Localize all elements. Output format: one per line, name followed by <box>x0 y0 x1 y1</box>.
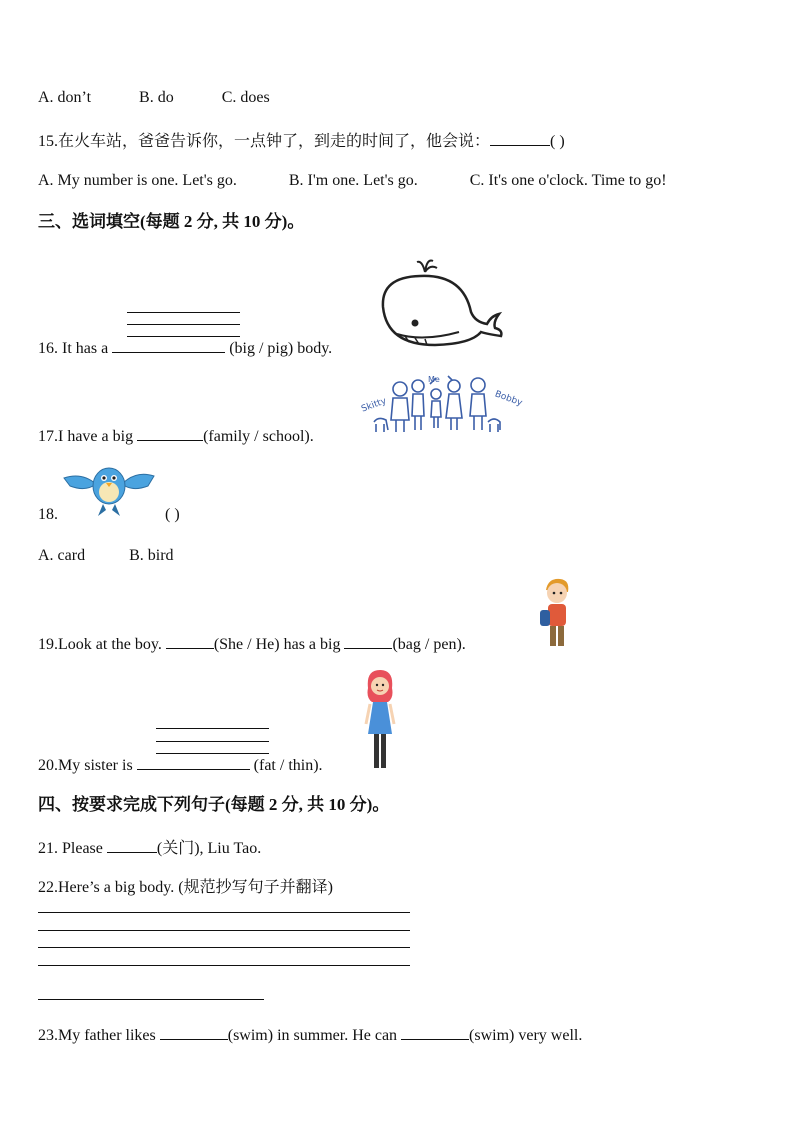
q15-option-b: B. I'm one. Let's go. <box>288 172 418 189</box>
q18-paren: ( ) <box>165 506 180 523</box>
q21-prefix: 21. Please <box>38 840 103 857</box>
q20-prefix: 20.My sister is <box>38 757 133 774</box>
q15-stem-line <box>38 130 565 152</box>
whale-picture <box>375 252 510 350</box>
q23-prefix: 23.My father likes <box>38 1027 156 1044</box>
family-label-bobby: Bobby <box>493 389 524 409</box>
q19-mid: (She / He) has a big <box>213 636 341 653</box>
q16-writing-line-1[interactable] <box>127 312 240 313</box>
q15-paren: ( ) <box>550 133 565 150</box>
q19-answer-blank-1[interactable] <box>166 633 214 649</box>
q15-options <box>38 171 667 191</box>
girl-picture <box>362 668 398 772</box>
q18-option-b: B. bird <box>129 547 174 564</box>
q17-answer-blank[interactable] <box>137 425 203 441</box>
q18-options <box>38 546 174 566</box>
q19-answer-blank-2[interactable] <box>344 633 392 649</box>
q15-stem: 15.在火车站，爸爸告诉你，一点钟了，到走的时间了，他会说： <box>38 133 491 150</box>
q16-prefix: 16. It has a <box>38 340 109 357</box>
q22-copy-line-3[interactable] <box>38 947 410 948</box>
q22-copy-line-2[interactable] <box>38 930 410 931</box>
q15-answer-blank[interactable] <box>490 130 550 146</box>
q19-suffix: (bag / pen). <box>392 636 466 653</box>
q22-text: 22.Here’s a big body. (规范抄写句子并翻译) <box>38 879 333 896</box>
q20-answer-blank[interactable] <box>137 754 250 770</box>
q18-option-a: A. card <box>38 547 86 564</box>
q20-suffix: (fat / thin). <box>253 757 323 774</box>
section3-title: 三、选词填空(每题 2 分, 共 10 分)。 <box>38 212 305 231</box>
section4-title: 四、按要求完成下列句子(每题 2 分, 共 10 分)。 <box>38 795 390 814</box>
q22-copy-line-4[interactable] <box>38 965 410 966</box>
q19-line <box>38 633 466 655</box>
bird-picture <box>60 456 158 520</box>
q16-line <box>38 337 332 359</box>
q23-answer-blank-1[interactable] <box>160 1024 228 1040</box>
q16-answer-blank[interactable] <box>112 337 225 353</box>
q23-mid: (swim) in summer. He can <box>227 1027 398 1044</box>
q14-options <box>38 88 270 108</box>
q14-option-c: C. does <box>221 89 270 106</box>
boy-picture <box>536 576 576 650</box>
q16-writing-line-2[interactable] <box>127 324 240 325</box>
q23-answer-blank-2[interactable] <box>401 1024 469 1040</box>
q21-answer-blank[interactable] <box>107 837 157 853</box>
q14-option-b: B. do <box>139 89 174 106</box>
q18-line <box>38 505 58 525</box>
q15-option-a: A. My number is one. Let's go. <box>38 172 237 189</box>
q14-option-a: A. don’t <box>38 89 92 106</box>
family-label-me: Me <box>428 375 440 384</box>
q15-option-c: C. It's one o'clock. Time to go! <box>469 172 667 189</box>
q23-line <box>38 1024 582 1046</box>
q20-line <box>38 754 323 776</box>
q17-line <box>38 425 314 447</box>
q16-suffix: (big / pig) body. <box>229 340 333 357</box>
family-label-skitty: Skitty <box>360 396 388 415</box>
q20-writing-line-2[interactable] <box>156 741 269 742</box>
q17-suffix: (family / school). <box>203 428 314 445</box>
family-picture <box>360 372 525 438</box>
q19-prefix: 19.Look at the boy. <box>38 636 162 653</box>
q20-writing-line-1[interactable] <box>156 728 269 729</box>
q18-number: 18. <box>38 506 58 523</box>
q22-copy-line-1[interactable] <box>38 912 410 913</box>
q17-prefix: 17.I have a big <box>38 428 134 445</box>
q23-suffix: (swim) very well. <box>469 1027 583 1044</box>
q22-translation-line[interactable] <box>38 999 264 1000</box>
q21-line <box>38 837 261 859</box>
q21-suffix: (关门), Liu Tao. <box>156 840 262 857</box>
